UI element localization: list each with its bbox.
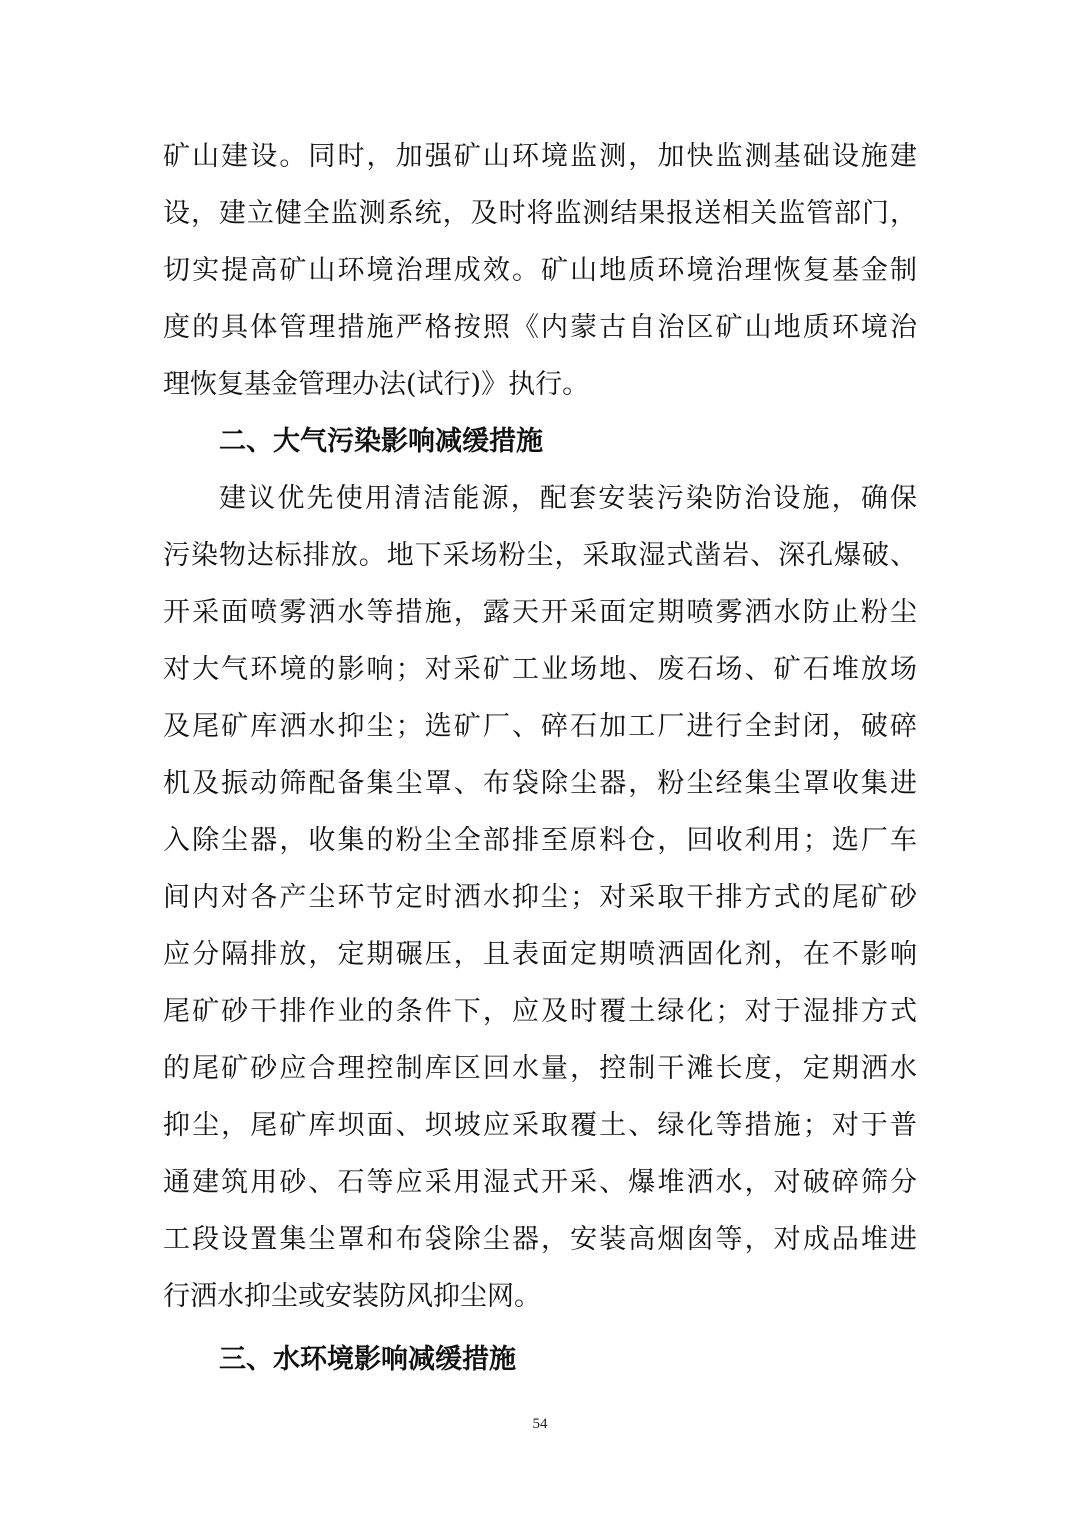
section-heading-air-pollution: 二、大气污染影响减缓措施 [219, 426, 543, 457]
paragraph-mine-construction [163, 128, 917, 413]
page-content [163, 128, 917, 1388]
text-line: 矿山建设。同时，加强矿山环境监测，加快监测基础设施建 [163, 141, 917, 172]
text-line: 入除尘器，收集的粉尘全部排至原料仓，回收利用；选厂车 [163, 825, 917, 856]
text-line: 及尾矿库洒水抑尘；选矿厂、碎石加工厂进行全封闭，破碎 [163, 711, 917, 742]
text-line: 行洒水抑尘或安装防风抑尘网。 [163, 1281, 541, 1312]
text-line: 间内对各产尘环节定时洒水抑尘；对采取干排方式的尾矿砂 [163, 882, 917, 913]
text-line: 开采面喷雾洒水等措施，露天开采面定期喷雾洒水防止粉尘 [163, 597, 917, 628]
text-line: 度的具体管理措施严格按照《内蒙古自治区矿山地质环境治 [163, 312, 917, 343]
section-heading-water-environment: 三、水环境影响减缓措施 [219, 1344, 516, 1375]
text-line: 机及振动筛配备集尘罩、布袋除尘器，粉尘经集尘罩收集进 [163, 768, 917, 799]
text-line: 尾矿砂干排作业的条件下，应及时覆土绿化；对于湿排方式 [163, 996, 917, 1027]
text-line: 理恢复基金管理办法(试行)》执行。 [163, 369, 590, 400]
text-line: 建议优先使用清洁能源，配套安装污染防治设施，确保 [219, 483, 917, 514]
text-line: 的尾矿砂应合理控制库区回水量，控制干滩长度，定期洒水 [163, 1053, 917, 1084]
text-line: 设，建立健全监测系统，及时将监测结果报送相关监管部门， [163, 198, 917, 229]
paragraph-air-pollution [163, 470, 917, 1325]
text-line: 对大气环境的影响；对采矿工业场地、废石场、矿石堆放场 [163, 654, 917, 685]
text-line: 切实提高矿山环境治理成效。矿山地质环境治理恢复基金制 [163, 255, 917, 286]
text-line: 抑尘，尾矿库坝面、坝坡应采取覆土、绿化等措施；对于普 [163, 1110, 917, 1141]
text-line: 应分隔排放，定期碾压，且表面定期喷洒固化剂，在不影响 [163, 939, 917, 970]
page-number: 54 [532, 1416, 548, 1432]
text-line: 污染物达标排放。地下采场粉尘，采取湿式凿岩、深孔爆破、 [163, 540, 917, 571]
text-line: 通建筑用砂、石等应采用湿式开采、爆堆洒水，对破碎筛分 [163, 1167, 917, 1198]
text-line: 工段设置集尘罩和布袋除尘器，安装高烟囱等，对成品堆进 [163, 1224, 917, 1255]
